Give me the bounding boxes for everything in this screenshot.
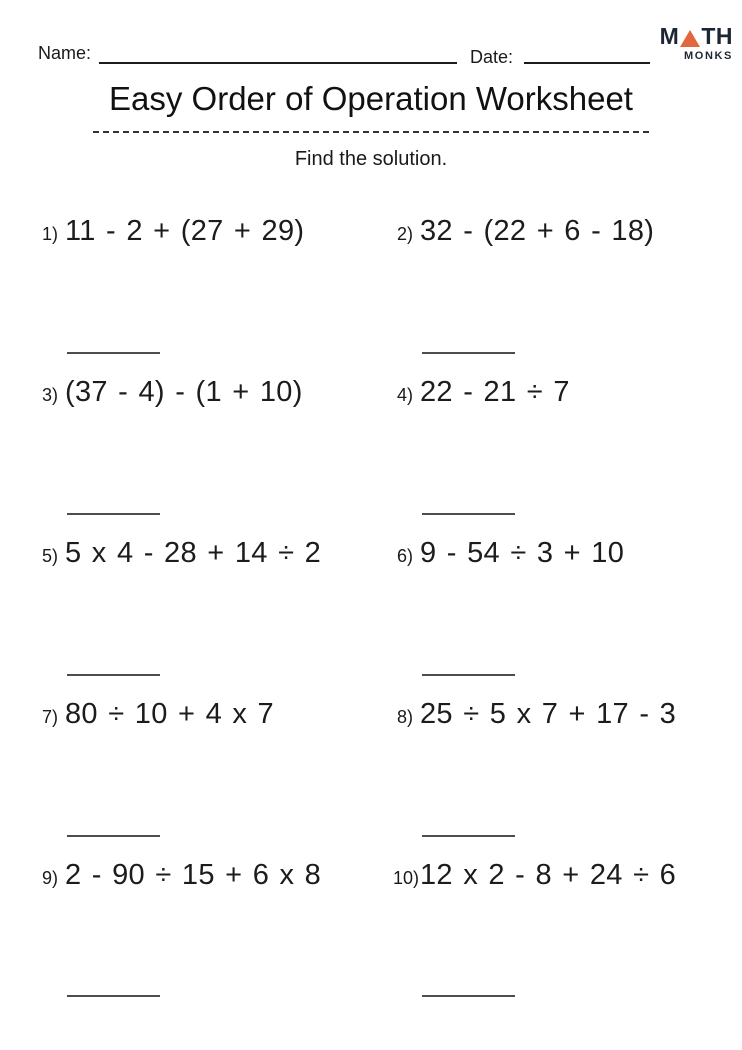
name-blank-line	[99, 62, 457, 64]
problem-expression: 32 - (22 + 6 - 18)	[420, 215, 655, 247]
answer-blank-line	[67, 995, 160, 997]
problem-expression: 5 x 4 - 28 + 14 ÷ 2	[65, 537, 322, 569]
problem-2	[393, 207, 742, 368]
problem-5	[38, 529, 393, 690]
problems-grid	[38, 207, 742, 1012]
logo-monks-text: MONKS	[684, 50, 733, 62]
problem-number: 3)	[41, 385, 58, 405]
logo-letters-th: TH	[701, 23, 733, 49]
instruction-text: Find the solution.	[294, 148, 448, 170]
problem-expression: 9 - 54 ÷ 3 + 10	[420, 537, 625, 569]
problem-number: 10)	[393, 868, 420, 888]
answer-blank-line	[67, 513, 160, 515]
problem-expression: 11 - 2 + (27 + 29)	[65, 215, 305, 247]
problem-4	[393, 368, 742, 529]
title-dashed-underline	[93, 131, 649, 133]
problem-number: 8)	[396, 707, 413, 727]
answer-blank-line	[422, 995, 515, 997]
problem-number: 1)	[41, 224, 58, 244]
problem-9	[38, 851, 393, 1012]
problem-number: 5)	[41, 546, 58, 566]
answer-blank-line	[67, 674, 160, 676]
problem-expression: 80 ÷ 10 + 4 x 7	[65, 698, 274, 730]
answer-blank-line	[422, 835, 515, 837]
problem-expression: 2 - 90 ÷ 15 + 6 x 8	[65, 859, 322, 891]
problem-10	[393, 851, 742, 1012]
problem-expression: 25 ÷ 5 x 7 + 17 - 3	[420, 698, 677, 730]
date-label: Date:	[470, 47, 514, 67]
problem-3	[38, 368, 393, 529]
problem-7	[38, 690, 393, 851]
answer-blank-line	[67, 835, 160, 837]
problem-6	[393, 529, 742, 690]
problem-8	[393, 690, 742, 851]
answer-blank-line	[422, 674, 515, 676]
logo-letter-m: M	[659, 23, 680, 49]
logo-math-row	[660, 25, 733, 48]
answer-blank-line	[422, 513, 515, 515]
problem-expression: 12 x 2 - 8 + 24 ÷ 6	[420, 859, 677, 891]
problem-number: 7)	[41, 707, 58, 727]
problem-number: 6)	[396, 546, 413, 566]
date-blank-line	[524, 62, 650, 64]
page-title: Easy Order of Operation Worksheet	[109, 80, 633, 117]
math-monks-logo	[660, 25, 733, 62]
problem-1	[38, 207, 393, 368]
triangle-icon	[680, 30, 700, 47]
problem-number: 9)	[41, 868, 58, 888]
answer-blank-line	[422, 352, 515, 354]
name-label: Name:	[38, 43, 92, 63]
problem-number: 4)	[396, 385, 413, 405]
answer-blank-line	[67, 352, 160, 354]
problem-expression: 22 - 21 ÷ 7	[420, 376, 570, 408]
problem-expression: (37 - 4) - (1 + 10)	[65, 376, 303, 408]
problem-number: 2)	[396, 224, 413, 244]
